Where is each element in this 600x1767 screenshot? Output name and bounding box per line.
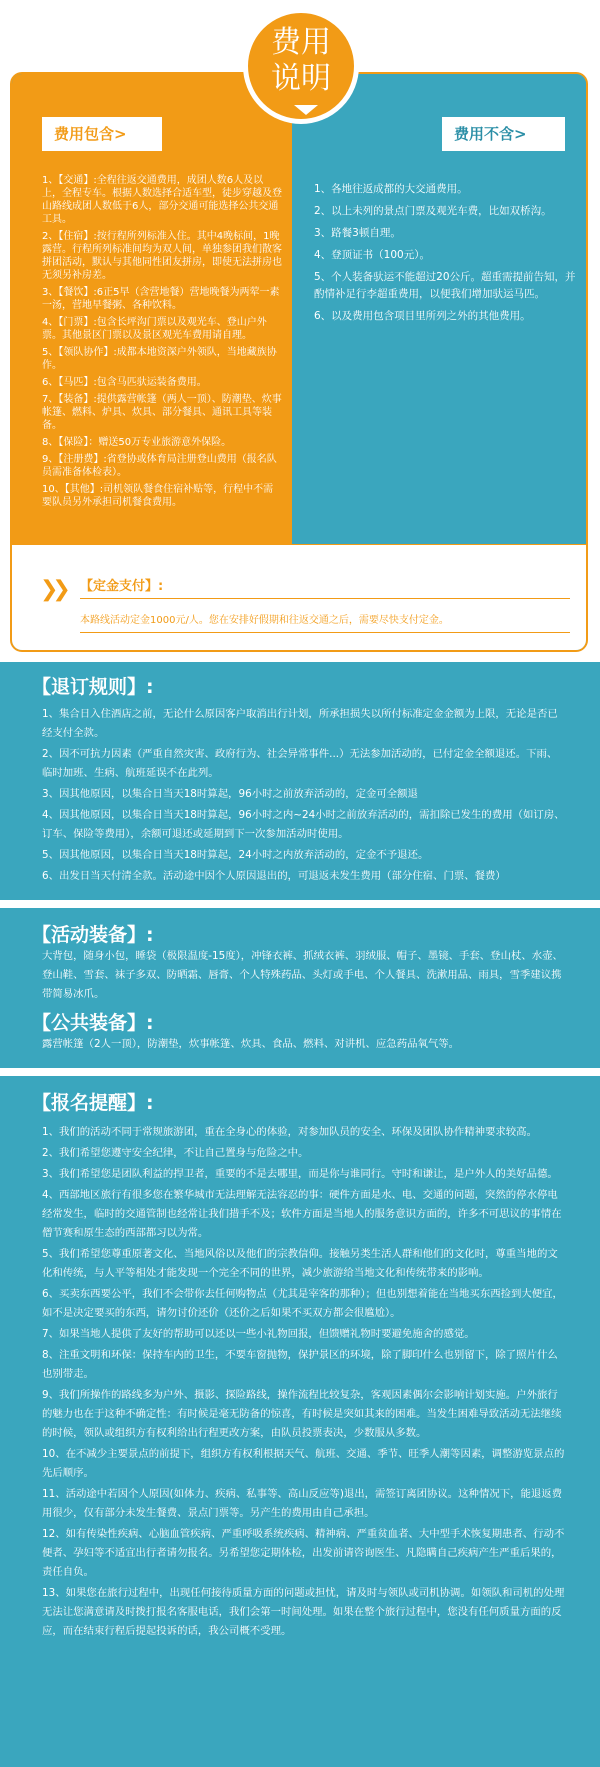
list-item: 3、路餐3顿自理。 bbox=[314, 227, 401, 239]
equipment-title: 【活动装备】: bbox=[32, 924, 154, 946]
list-item: 2、【住宿】:按行程所列标准入住。其中4晚标间，1晚露营。行程所列标准间均为双人间，单独参团我们散客拼团活动，默认与其他同性团友拼房，即使无法拼房也无须另补房差。 bbox=[42, 231, 282, 281]
refund-section bbox=[0, 662, 600, 900]
included-header: 费用包含> bbox=[42, 117, 162, 151]
included-panel bbox=[12, 74, 292, 544]
deposit-box bbox=[12, 544, 588, 652]
equipment-section bbox=[0, 908, 600, 1068]
refund-list bbox=[0, 705, 600, 886]
list-item: 4、登顶证书（100元）。 bbox=[314, 249, 430, 261]
list-item: 5、因其他原因，以集合日当天18时算起，24小时之内放弃活动的，定金不予退还。 bbox=[42, 849, 429, 861]
refund-title: 【退订规则】: bbox=[32, 676, 154, 698]
reminder-section bbox=[0, 1076, 600, 1767]
fee-card bbox=[10, 72, 588, 652]
equipment-text: 大背包，随身小包，睡袋（极限温度-15度），冲锋衣裤、抓绒衣裤、羽绒服、帽子、墨镜、手套、登山杖、水壶、登山鞋、雪套、袜子多双、防晒霜、唇膏、个人特殊药品、头灯或手电、个人餐具、洗漱用品、雨具，雪季建议携带简易冰爪。 bbox=[42, 950, 563, 1000]
deposit-title: 【定金支付】: bbox=[80, 575, 570, 599]
list-item: 1、【交通】:全程往返交通费用，成团人数6人及以上，全程专车。根据人数选择合适车型，徒步穿越及登山路线成团人数低于6人，部分交通可能选择公共交通工具。 bbox=[42, 175, 282, 225]
reminder-title: 【报名提醒】: bbox=[32, 1092, 154, 1114]
reminder-list bbox=[0, 1123, 600, 1641]
list-item: 4、因其他原因，以集合日当天18时算起，96小时之内~24小时之前放弃活动的，需扣除已发生的费用（如订房、订车、保险等费用），余额可退还或延期到下一次参加活动时使用。 bbox=[42, 809, 565, 840]
list-item: 9、我们所操作的路线多为户外、摄影、探险路线，操作流程比较复杂，客观因素偶尔会影响计划实施。户外旅行的魅力也在于这种不确定性：有时候是毫无防备的惊喜，有时候是突如其来的困难。当发生困难导致活动无法继续的时候，领队或组织方有权利给出行程更改方案，由队员投票表决，少数服从多数。 bbox=[42, 1389, 562, 1439]
list-item: 10、在不减少主要景点的前提下，组织方有权利根据天气、航班、交通、季节、旺季人潮等因素，调整游览景点的先后顺序。 bbox=[42, 1448, 565, 1479]
list-item: 6、以及费用包含项目里所列之外的其他费用。 bbox=[314, 310, 531, 322]
double-chevron-icon: ❯❯ bbox=[40, 577, 65, 602]
list-item: 6、【马匹】:包含马匹驮运装备费用。 bbox=[42, 377, 207, 388]
list-item: 1、各地往返成都的大交通费用。 bbox=[314, 183, 468, 195]
list-item: 6、出发日当天付清全款。活动途中因个人原因退出的，可退返未发生费用（部分住宿、门票、餐费） bbox=[42, 870, 506, 882]
list-item: 5、【领队协作】:成都本地资深户外领队，当地藏族协作。 bbox=[42, 347, 277, 371]
list-item: 1、集合日入住酒店之前，无论什么原因客户取消出行计划，所承担损失以所付标准定金金额为上限，无论是否已经支付全款。 bbox=[42, 708, 558, 739]
excluded-list bbox=[314, 181, 579, 330]
list-item: 10、【其他】:司机领队餐食住宿补贴等，行程中不需要队员另外承担司机餐食费用。 bbox=[42, 484, 274, 508]
list-item: 7、如果当地人提供了友好的帮助可以还以一些小礼物回报，但馈赠礼物时要避免施舍的感觉。 bbox=[42, 1328, 475, 1340]
fee-section bbox=[0, 0, 600, 660]
list-item: 12、如有传染性疾病、心脑血管疾病、严重呼吸系统疾病、精神病、严重贫血者、大中型手术恢复期患者、行动不便者、孕妇等不适宜出行者请勿报名。另希望您定期体检，出发前请咨询医生、凡隐瞒自己疾病产生严重后果的，责任自负。 bbox=[42, 1528, 565, 1578]
fee-badge bbox=[243, 8, 359, 124]
list-item: 13、如果您在旅行过程中，出现任何接待质量方面的问题或担忧，请及时与领队或司机协调。如领队和司机的处理无法让您满意请及时拨打报名客服电话，我们会第一时间处理。如果在整个旅行过程中，您没有任何质量方面的反应，而在结束行程后提起投诉的话，我公司概不受理。 bbox=[42, 1587, 565, 1637]
list-item: 4、【门票】:包含长坪沟门票以及观光车、登山户外票。其他景区门票以及景区观光车费用请自理。 bbox=[42, 317, 267, 341]
included-list bbox=[42, 174, 282, 513]
list-item: 2、我们希望您遵守安全纪律，不让自己置身与危险之中。 bbox=[42, 1147, 309, 1159]
public-title: 【公共装备】: bbox=[32, 1012, 154, 1034]
list-item: 5、我们希望您尊重原著文化、当地风俗以及他们的宗教信仰。接触另类生活人群和他们的文化时，尊重当地的文化和传统，与人平等相处才能发现一个完全不同的世界，减少旅游给当地文化和传统带来的影响。 bbox=[42, 1248, 558, 1279]
list-item: 9、【注册费】:省登协或体育局注册登山费用（报名队员需准备体检表）。 bbox=[42, 454, 277, 478]
public-text: 露营帐篷（2人一顶），防潮垫，炊事帐篷、炊具、食品、燃料、对讲机、应急药品氧气等。 bbox=[42, 1038, 460, 1050]
list-item: 1、我们的活动不同于常规旅游团，重在全身心的体验，对参加队员的安全、环保及团队协作精神要求较高。 bbox=[42, 1126, 537, 1138]
list-item: 3、因其他原因，以集合日当天18时算起，96小时之前放弃活动的，定金可全额退 bbox=[42, 788, 418, 800]
list-item: 5、个人装备驮运不能超过20公斤。超重需提前告知，并酌情补足行李超重费用，以便我们增加驮运马匹。 bbox=[314, 271, 576, 300]
arrow-down-icon bbox=[294, 105, 318, 115]
excluded-header: 费用不含> bbox=[442, 117, 565, 151]
badge-line-1: 费用 bbox=[271, 25, 331, 60]
list-item: 6、买卖东西要公平，我们不会带你去任何购物点（尤其是宰客的那种）；但也别想着能在当地买东西捡到大便宜，如不是决定要买的东西，请勿讨价还价（还价之后如果不买双方都会很尴尬）。 bbox=[42, 1288, 563, 1319]
list-item: 7、【装备】:提供露营帐篷（两人一顶）、防潮垫、炊事帐篷、燃料、炉具、炊具、部分餐具、通讯工具等装备。 bbox=[42, 394, 282, 431]
list-item: 3、我们希望您是团队利益的捍卫者，重要的不是去哪里，而是你与谁同行。守时和谦让，是户外人的美好品德。 bbox=[42, 1168, 558, 1180]
list-item: 8、【保险】：赠送50万专业旅游意外保险。 bbox=[42, 437, 232, 448]
excluded-panel bbox=[292, 74, 588, 544]
list-item: 2、以上未列的景点门票及观光车费，比如双桥沟。 bbox=[314, 205, 552, 217]
list-item: 2、因不可抗力因素（严重自然灾害、政府行为、社会异常事件...）无法参加活动的，已付定金全额退还。下雨、临时加班、生病、航班延误不在此列。 bbox=[42, 748, 558, 779]
list-item: 8、注重文明和环保：保持车内的卫生，不要车窗抛物，保护景区的环境，除了脚印什么也别留下，除了照片什么也别带走。 bbox=[42, 1349, 558, 1380]
list-item: 3、【餐饮】:6正5早（含营地餐）营地晚餐为两荤一素一汤，营地早餐粥、各种饮料。 bbox=[42, 287, 280, 311]
list-item: 11、活动途中若因个人原因(如体力、疾病、私事等、高山反应等)退出，需签订离团协议。这种情况下，能退返费用很少，仅有部分未发生餐费、景点门票等。另产生的费用由自己承担。 bbox=[42, 1488, 563, 1519]
list-item: 4、西部地区旅行有很多您在繁华城市无法理解无法容忍的事：硬件方面是水、电、交通的问题，突然的停水停电经常发生，临时的交通管制也经常让我们措手不及；软件方面是当地人的服务意识方面的，许多不可思议的事情在僧节赛和原生态的西部都习以为常。 bbox=[42, 1189, 562, 1239]
deposit-text: 本路线活动定金1000元/人。您在安排好假期和往返交通之后，需要尽快支付定金。 bbox=[80, 611, 570, 633]
badge-line-2: 说明 bbox=[271, 61, 331, 96]
